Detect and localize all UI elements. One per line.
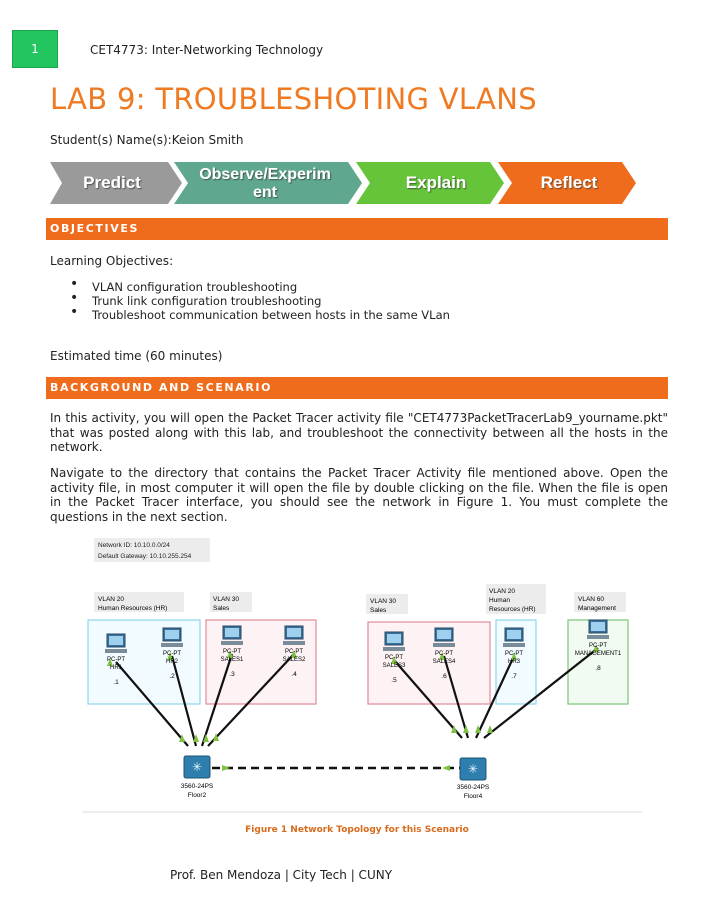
pc-icon — [503, 628, 525, 647]
pc-type: PC-PT — [285, 649, 303, 655]
vlan-label: Management — [578, 605, 616, 612]
pc-ip: .2 — [169, 673, 175, 680]
switch-model: 3560-24PS — [180, 783, 214, 790]
pc-type: PC-PT — [163, 651, 181, 657]
pc-icon — [161, 628, 183, 647]
vlan-label: Sales — [370, 607, 387, 614]
page-number-badge — [12, 30, 58, 68]
pc-type: PC-PT — [505, 651, 523, 657]
pc-icon — [383, 632, 405, 651]
pc-type: PC-PT — [435, 651, 453, 657]
list-item: • Troubleshoot communication between hosts in the same VLan — [70, 304, 450, 322]
pc-name: SALES4 — [432, 659, 456, 665]
pc-ip: .8 — [595, 665, 601, 672]
pc-name: HR2 — [165, 659, 179, 665]
pc-ip: .5 — [391, 677, 397, 684]
pc-ip: .1 — [113, 679, 119, 686]
pc-ip: .6 — [441, 673, 447, 680]
step-predict-label: Predict — [83, 173, 141, 192]
pc-type: PC-PT — [385, 655, 403, 661]
pc-icon — [433, 628, 455, 647]
pc-icon — [105, 634, 127, 653]
step-reflect-label: Reflect — [540, 173, 598, 192]
vlan-label: Human — [489, 597, 510, 604]
switch-icon — [460, 758, 486, 780]
step-explain-label: Explain — [405, 173, 467, 192]
pc-icon — [221, 626, 243, 645]
pc-icon — [587, 620, 609, 639]
pc-name: HR1 — [109, 665, 123, 671]
switch-name: Floor2 — [187, 792, 207, 799]
list-item: • VLAN configuration troubleshooting — [70, 276, 298, 294]
pc-name: SALES2 — [282, 657, 306, 663]
process-steps-banner — [50, 159, 640, 207]
estimated-time: Estimated time (60 minutes) — [50, 349, 223, 363]
pc-name: SALES3 — [382, 663, 406, 669]
pc-name: HR3 — [507, 659, 521, 665]
pc-type: PC-PT — [589, 643, 607, 649]
step-observe-label: Observe/Experim — [199, 166, 331, 183]
objectives-list — [70, 276, 450, 322]
vlan-label: VLAN 20 — [98, 596, 125, 603]
vlan-label: Resources (HR) — [489, 606, 536, 613]
step-observe — [174, 162, 362, 204]
vlan-label: VLAN 30 — [370, 598, 397, 605]
vlan-label: VLAN 30 — [213, 596, 240, 603]
vlan-label: VLAN 20 — [489, 588, 516, 595]
vlan-label: Human Resources (HR) — [98, 605, 168, 612]
page-number: 1 — [31, 42, 39, 56]
pc-ip: .7 — [511, 673, 517, 680]
background-paragraph-2: Navigate to the directory that contains the Packet Tracer Activity file mentioned above. Open the activity file, in most computer it will open the file by double clicking on the file. When the file is open in the Packet Tracer interface, you should see the network in Figure 1. You must complete the questions in the next section. — [50, 466, 668, 524]
pc-name: SALES1 — [220, 657, 244, 663]
step-observe-label-2: ent — [253, 184, 277, 201]
student-name-line: Student(s) Name(s):Keion Smith — [50, 133, 244, 147]
network-topology-figure — [82, 530, 642, 816]
switch-model: 3560-24PS — [456, 784, 490, 791]
switch-icon — [184, 756, 210, 778]
svg-text:✳: ✳ — [467, 762, 479, 776]
pc-icon — [283, 626, 305, 645]
objectives-heading: OBJECTIVES — [46, 218, 668, 240]
background-heading: BACKGROUND AND SCENARIO — [46, 377, 668, 399]
step-explain — [356, 162, 504, 204]
lab-title: LAB 9: TROUBLESHOTING VLANS — [50, 82, 537, 116]
course-title: CET4773: Inter-Networking Technology — [90, 43, 324, 57]
learning-objectives-intro: Learning Objectives: — [50, 254, 174, 268]
vlan-label: Sales — [213, 605, 230, 612]
step-predict — [50, 162, 182, 204]
network-id-label: Network ID: 10.10.0.0/24 — [98, 542, 170, 549]
switch-name: Floor4 — [463, 793, 483, 800]
default-gateway-label: Default Gateway: 10.10.255.254 — [98, 553, 192, 560]
figure-caption: Figure 1 Network Topology for this Scenario — [245, 825, 469, 835]
svg-text:✳: ✳ — [191, 760, 203, 774]
pc-ip: .3 — [229, 671, 235, 678]
pc-name: MANAGEMENT1 — [574, 651, 622, 657]
footer: Prof. Ben Mendoza | City Tech | CUNY — [170, 868, 393, 882]
pc-type: PC-PT — [223, 649, 241, 655]
pc-type: PC-PT — [107, 657, 125, 663]
background-paragraph-1: In this activity, you will open the Packet Tracer activity file "CET4773PacketTracerLab9_yourname.pkt" that was posted along with this lab, and troubleshoot the connectivity between all the hosts in the network. — [50, 411, 668, 454]
list-item: • Trunk link configuration troubleshooting — [70, 290, 322, 308]
step-reflect — [498, 162, 636, 204]
vlan-label: VLAN 60 — [578, 596, 605, 603]
pc-ip: .4 — [291, 671, 297, 678]
vlan20-floor2-box — [88, 620, 200, 704]
